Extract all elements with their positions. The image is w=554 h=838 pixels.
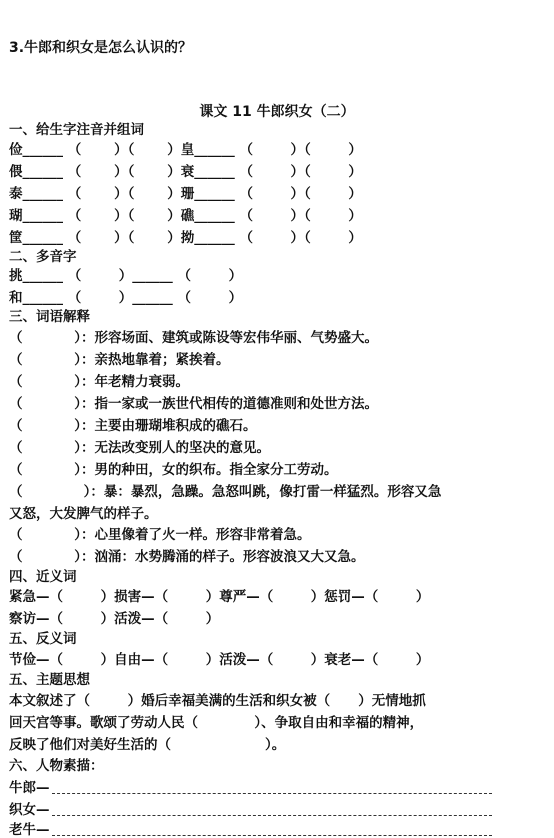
s4-row: 紧急—（ ）损害—（ ）尊严—（ ）惩罚—（ ） <box>9 589 430 605</box>
answer-line <box>52 805 492 816</box>
s1-row: 俭______ （ ）（ ）皇______ （ ）（ ） <box>9 142 362 158</box>
sketch-row-zhinv <box>9 802 492 818</box>
s3-row: （ ）：男的种田，女的织布。指全家分工劳动。 <box>9 462 338 478</box>
s2-row: 和______ （ ）______ （ ） <box>9 290 243 306</box>
s3-row: （ ）：年老精力衰弱。 <box>9 374 189 390</box>
sketch-label: 织女— <box>9 802 50 818</box>
s1-row: 泰______ （ ）（ ）珊______ （ ）（ ） <box>9 186 362 202</box>
section-3-heading: 三、词语解释 <box>9 309 90 325</box>
section-1-heading: 一、给生字注音并组词 <box>9 122 144 138</box>
s6-row: 本文叙述了（ ）婚后幸福美满的生活和织女被（ ）无情地抓 <box>9 693 426 709</box>
section-5-heading: 五、反义词 <box>9 631 77 647</box>
sketch-label: 老牛— <box>9 822 50 838</box>
s3-row: （ ）：暴：暴烈，急躁。急怒叫跳，像打雷一样猛烈。形容又急 <box>9 484 442 500</box>
s3-row: （ ）：心里像着了火一样。形容非常着急。 <box>9 527 311 543</box>
s1-row: 筐______ （ ）（ ）拗______ （ ）（ ） <box>9 230 362 246</box>
s1-row: 瑚______ （ ）（ ）礁______ （ ）（ ） <box>9 208 362 224</box>
question-3: 3.牛郎和织女是怎么认识的？ <box>9 40 193 56</box>
s2-row: 挑______ （ ）______ （ ） <box>9 268 243 284</box>
section-sketch-heading: 六、人物素描： <box>9 758 104 774</box>
sketch-row-laoniu <box>9 822 492 838</box>
s1-row: 偎______ （ ）（ ）衰______ （ ）（ ） <box>9 164 362 180</box>
s4-row: 察访—（ ）活泼—（ ） <box>9 611 220 627</box>
s3-row: （ ）：主要由珊瑚堆积成的礁石。 <box>9 418 257 434</box>
s6-row: 回天宫等事。歌颂了劳动人民（ ）、争取自由和幸福的精神， <box>9 715 424 731</box>
s3-row: （ ）：无法改变别人的坚决的意见。 <box>9 440 270 456</box>
s3-row: （ ）：亲热地靠着；紧挨着。 <box>9 352 230 368</box>
answer-line <box>52 783 492 794</box>
sketch-label: 牛郎— <box>9 780 50 796</box>
s5-row: 节俭—（ ）自由—（ ）活泼—（ ）衰老—（ ） <box>9 652 430 668</box>
s3-row: （ ）：汹涌：水势腾涌的样子。形容波浪又大又急。 <box>9 549 365 565</box>
page-title: 课文 11 牛郎织女（二） <box>199 104 355 120</box>
s3-row: （ ）：形容场面、建筑或陈设等宏伟华丽、气势盛大。 <box>9 330 378 346</box>
s6-row: 反映了他们对美好生活的（ ）。 <box>9 737 286 753</box>
section-2-heading: 二、多音字 <box>9 249 77 265</box>
sketch-row-niulang <box>9 780 492 796</box>
section-theme-heading: 五、主题思想 <box>9 672 90 688</box>
s3-row: （ ）：指一家或一族世代相传的道德准则和处世方法。 <box>9 396 378 412</box>
s3-row: 又怒，大发脾气的样子。 <box>9 506 158 522</box>
section-4-heading: 四、近义词 <box>9 569 77 585</box>
